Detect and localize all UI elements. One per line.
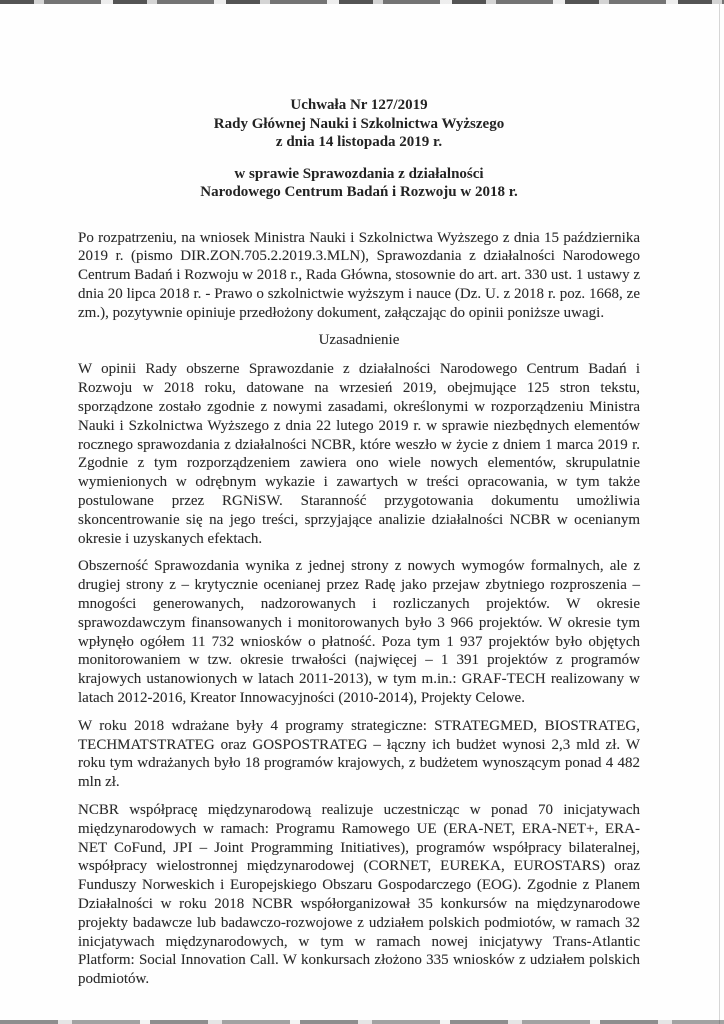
body-paragraph-4: NCBR współpracę międzynarodową realizuje uczestnicząc w ponad 70 inicjatywach międzynarodowych w ramach: Programu Ramowego UE (ERA-NET, ERA-NET+, ERA-NET CoFund, JPI – Joint Programming Initiatives), programów współpracy bilateralnej, współpracy wielostronnej międzynarodowej (CORNET, EUREKA, EUROSTARS) oraz Funduszy Norweskich i Europejskiego Obszaru Gospodarczego (EOG). Zgodnie z Planem Działalności w roku 2018 NCBR współorganizował 35 konkursów na międzynarodowe projekty badawcze lub badawczo-rozwojowe z udziałem polskich podmiotów, w ramach 32 inicjatywach międzynarodowych, w tym w ramach nowej inicjatywy Trans-Atlantic Platform: Social Innovation Call. W konkursach złożono 335 wniosków z udziałem polskich podmiotów. bbox=[78, 802, 640, 988]
intro-paragraph: Po rozpatrzeniu, na wniosek Ministra Nauki i Szkolnictwa Wyższego z dnia 15 października 2019 r. (pismo DIR.ZON.705.2.2019.3.MLN), Sprawozdania z działalności Narodowego Centrum Badań i Rozwoju w 2018 r., Rada Główna, stosownie do art. art. 330 ust. 1 ustawy z dnia 20 lipca 2018 r. - Prawo o szkolnictwie wyższym i nauce (Dz. U. z 2018 r. poz. 1668, ze zm.), pozytywnie opiniuje przedłożony dokument, załączając do opinii poniższe uwagi. bbox=[78, 229, 641, 321]
scan-artifact-bottom-edge bbox=[0, 1020, 724, 1024]
subject-line-2: Narodowego Centrum Badań i Rozwoju w 2018 r. bbox=[200, 184, 518, 200]
resolution-date: z dnia 14 listopada 2019 r. bbox=[275, 134, 443, 150]
resolution-subject-block bbox=[78, 165, 640, 202]
body-paragraph-3: W roku 2018 wdrażane były 4 programy strategiczne: STRATEGMED, BIOSTRATEG, TECHMATSTRATEG oraz GOSPOSTRATEG – łączny ich budżet wynosi 2,3 mld zł. W roku tym wdrażanych było 18 programów krajowych, z budżetem wynoszącym ponad 4 482 mln zł. bbox=[78, 717, 640, 791]
scan-artifact-right-line bbox=[719, 0, 720, 1024]
resolution-number: Uchwała Nr 127/2019 bbox=[290, 97, 428, 113]
scan-artifact-top-edge bbox=[0, 0, 724, 4]
resolution-title-block bbox=[78, 96, 640, 152]
section-heading: Uzasadnienie bbox=[318, 332, 400, 349]
subject-line-1: w sprawie Sprawozdania z działalności bbox=[234, 165, 484, 182]
body-paragraph-1: W opinii Rady obszerne Sprawozdanie z działalności Narodowego Centrum Badań i Rozwoju w 2018 roku, datowane na wrzesień 2019, obejmujące 125 stron tekstu, sporządzone zostało zgodnie z nowymi zasadami, określonymi w rozporządzeniu Ministra Nauki i Szkolnictwa Wyższego z dnia 22 lutego 2019 r. w sprawie niezbędnych elementów rocznego sprawozdania z działalności NCBR, które weszło w życie z dniem 1 marca 2019 r. Zgodnie z tym rozporządzeniem zawiera ono wiele nowych elementów, skrupulatnie wymienionych w odrębnym wykazie i zawartych w treści opracowania, w tym także postulowane przez RGNiSW. Staranność przygotowania dokumentu umożliwia skoncentrowanie się na jego treści, sprzyjające analizie działalności NCBR w ocenianym okresie i uzyskanych efektach. bbox=[78, 361, 640, 547]
body-paragraph-2: Obszerność Sprawozdania wynika z jednej strony z nowych wymogów formalnych, ale z drugiej strony z – krytycznie ocenianej przez Radę jako przejaw zbytniego rozproszenia – mnogości generowanych, nadzorowanych i rozliczanych projektów. W okresie sprawozdawczym finansowanych i monitorowanych było 3 966 projektów. W okresie tym wpłynęło ogółem 11 732 wniosków o płatność. Poza tym 1 937 projektów było objętych monitorowaniem w tzw. okresie trwałości (najwięcej – 1 391 projektów z programów krajowych ustanowionych w latach 2011-2013), w tym m.in.: GRAF-TECH realizowany w latach 2012-2016, Kreator Innowacyjności (2010-2014), Projekty Celowe. bbox=[78, 558, 640, 707]
issuing-body: Rady Głównej Nauki i Szkolnictwa Wyższego bbox=[213, 115, 505, 132]
document-content bbox=[78, 96, 640, 998]
